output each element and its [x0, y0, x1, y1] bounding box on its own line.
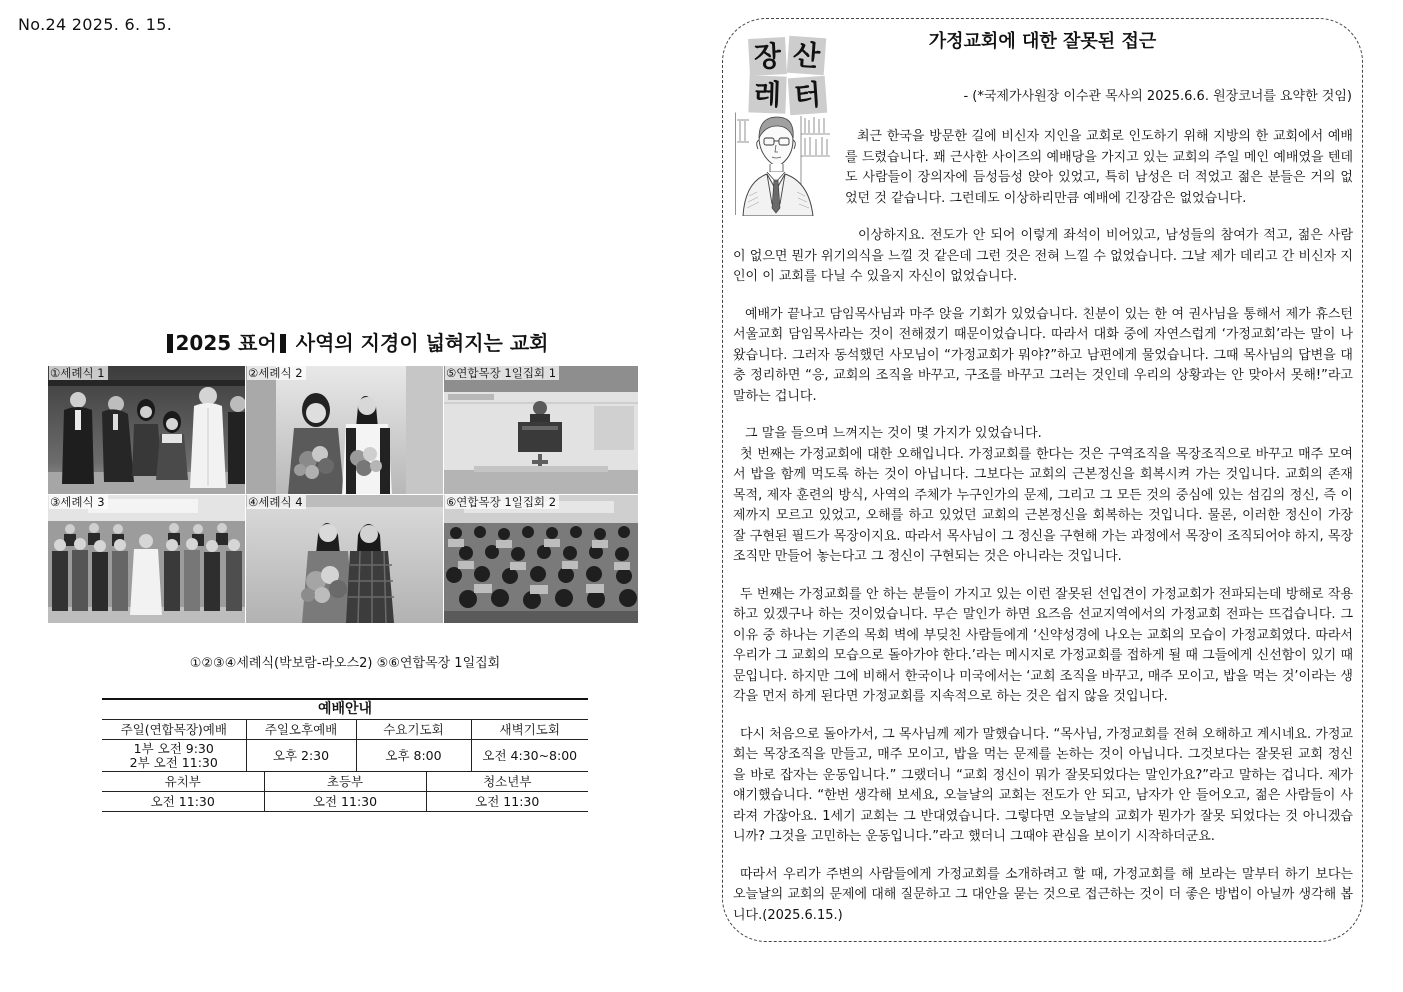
worship-title: 예배안내	[102, 698, 588, 720]
logo-tile: 터	[788, 76, 827, 115]
worship-schedule	[102, 698, 588, 812]
service-time-line: 2부 오전 11:30	[129, 754, 218, 770]
photo-image	[246, 495, 443, 623]
photo-baptism-2	[246, 366, 443, 494]
service-time: 오후 2:30	[246, 740, 356, 772]
photo-image	[444, 495, 638, 623]
letter-section	[733, 865, 1353, 927]
letter-section	[733, 725, 1353, 848]
letter-paragraph: 두 번째는 가정교회를 안 하는 분들이 가지고 있는 이런 잘못된 선입견이 가정교회가 전파되는데 방해로 작용하고 있겠구나 하는 것이었습니다. 무슨 말인가 하면 요즈음 선교지역에서의 가정교회 전파는 뜨겁습니다. 그 이유 중 하나는 기존의 목회 벽에 부딪친 사람들에게 ‘신약성경에 나오는 교회의 모습이 가정교회였다. 따라서 우리가 그 교회의 모습으로 돌아가야 한다.’라는 메시지로 가정교회를 접하게 될 때 그들에게 신선함이 있기 때문입니다. 하지만 그에 비해서 한국이나 미국에서는 ‘교회 조직을 바꾸고, 매주 모이고, 밥을 먹는 것’이라는 생각을 먼저 하게 된다면 가정교회를 지속적으로 하는 것은 쉽지 않을 것입니다.	[733, 586, 1353, 704]
letter-paragraph: 이상하지요. 전도가 안 되어 이렇게 좌석이 비어있고, 남성들의 참여가 적고, 젊은 사람이 없으면 뭔가 위기의식을 느낄 것 같은데 그런 것은 전혀 느낄 수 없었습니다. 그날 제가 데리고 간 비신자 지인이 이 교회를 다닐 수 있을지 자신이 없었습니다.	[733, 228, 1353, 284]
letter-title: 가정교회에 대한 잘못된 접근	[928, 31, 1157, 52]
issue-number: No.24 2025. 6. 15.	[18, 15, 173, 34]
letter-paragraph: 최근 한국을 방문한 길에 비신자 지인을 교회로 인도하기 위해 지방의 한 교회에서 예배를 드렸습니다. 꽤 근사한 사이즈의 예배당을 가지고 있는 교회의 주일 메인 예배였을 텐데도 사람들이 장의자에 듬성듬성 앉아 있었고, 특히 남성은 더 적었고 젊은 분들은 거의 없었던 것 같습니다. 그런데도 이상하리만큼 예배에 긴장감은 없었습니다.	[845, 129, 1353, 206]
photo-image	[48, 366, 245, 494]
motto-text: 사역의 지경이 넓혀지는 교회	[295, 331, 549, 355]
photo-baptism-1	[48, 366, 245, 494]
department-table	[102, 772, 588, 812]
department-time: 오전 11:30	[102, 792, 264, 812]
photo-gathering-2	[444, 495, 638, 623]
service-header-row	[102, 720, 588, 740]
letter-section	[733, 305, 1353, 408]
photo-image	[48, 495, 245, 623]
department-time: 오전 11:30	[264, 792, 426, 812]
logo-tile: 장	[748, 37, 787, 76]
motto-heading	[106, 327, 606, 356]
department-time: 오전 11:30	[426, 792, 588, 812]
service-time	[102, 740, 246, 772]
service-name: 주일(연합목장)예배	[102, 720, 246, 740]
service-time: 오후 8:00	[356, 740, 471, 772]
letter-paragraph: 예배가 끝나고 담임목사님과 마주 앉을 기회가 있었습니다. 친분이 있는 한 여 권사님을 통해서 제가 휴스턴서울교회 담임목사라는 것이 전해졌기 때문이었습니다. 따라서 대화 중에 자연스럽게 ‘가정교회’라는 말이 나왔습니다. 그러자 동석했던 사모님이 “가정교회가 뭐야?”하고 남편에게 물었습니다. 그때 목사님의 답변을 대충 정리하면 “응, 교회의 조직을 바꾸고, 구조를 바꾸고 그러는 것인데 우리의 상황과는 안 맞아서 못해!”라고 말하는 겁니다.	[733, 306, 1353, 404]
letter-source: - (*국제가사원장 이수관 목사의 2025.6.6. 원장코너를 요약한 것임)	[963, 89, 1352, 104]
photo-label: ①세례식 1	[49, 366, 108, 380]
heading-bar-left	[167, 334, 173, 353]
photo-label: ⑥연합목장 1일집회 2	[445, 495, 559, 509]
photo-label: ④세례식 4	[247, 495, 306, 509]
letter-paragraph: 따라서 우리가 주변의 사람들에게 가정교회를 소개하려고 할 때, 가정교회를 해 보라는 말부터 하기 보다는 오늘날의 교회의 문제에 대해 질문하고 그 대안을 묻는 것으로 접근하는 것이 더 좋은 방법이 아닐까 생각해 봅니다.(2025.6.15.)	[733, 866, 1353, 923]
service-name: 새벽기도회	[471, 720, 588, 740]
letter-section	[733, 127, 1353, 209]
photo-baptism-3	[48, 495, 245, 623]
photo-caption: ①②③④세례식(박보람-라오스2) ⑤⑥연합목장 1일집회	[189, 656, 501, 671]
letter-section	[733, 585, 1353, 708]
department-name: 초등부	[264, 772, 426, 792]
letter-paragraph: 그 말을 들으며 느껴지는 것이 몇 가지가 있었습니다.	[745, 426, 1042, 441]
logo-tile: 산	[787, 36, 826, 75]
motto-label: 2025 표어	[175, 331, 277, 355]
letter-paragraph: 첫 번째는 가정교회에 대한 오해입니다. 가정교회를 한다는 것은 구역조직을 목장조직으로 바꾸고 매주 모여서 밥을 함께 먹도록 하는 것이 아닙니다. 그보다는 교회의 근본정신을 회복시켜 가는 것입니다. 교회의 존재 목적, 제자 훈련의 방식, 사역의 주체가 누구인가의 문제, 그리고 그 모든 것의 중심에 있는 섬김의 정신, 즉 이제까지 모르고 있었고, 오해를 하고 있었던 교회의 근본정신을 회복하는 것입니다. 물론, 이러한 정신이 가장 잘 구현된 필드가 목장이지요. 따라서 목사님이 그 정신을 구현해 가는 과정에서 목장이 조직되어야 하지, 목장조직만 만들어 놓는다고 그 정신이 구현되는 것은 아니라는 것입니다.	[733, 446, 1353, 564]
service-table	[102, 720, 588, 772]
photo-image	[246, 366, 443, 494]
logo-tile: 레	[748, 75, 786, 113]
photo-label: ②세례식 2	[247, 366, 306, 380]
service-time-line: 1부 오전 9:30	[133, 740, 214, 756]
portrait-spacer	[733, 127, 845, 209]
letter-section	[733, 424, 1353, 568]
photo-grid	[48, 366, 638, 623]
letter-section	[733, 226, 1353, 288]
department-header-row	[102, 772, 588, 792]
department-name: 청소년부	[426, 772, 588, 792]
photo-label: ③세례식 3	[49, 495, 108, 509]
letter-paragraph: 다시 처음으로 돌아가서, 그 목사님께 제가 말했습니다. “목사님, 가정교회를 전혀 오해하고 계시네요. 가정교회는 목장조직을 만들고, 매주 모이고, 밥을 먹는 문제를 논하는 것이 아닙니다. 그것보다는 잘못된 교회 정신을 바로 잡자는 운동입니다.” 그랬더니 “교회 정신이 뭐가 잘못되었다는 말인가요?”라고 말하는 겁니다. 제가 얘기했습니다. “한번 생각해 보세요, 오늘날의 교회는 전도가 안 되고, 남자가 안 들어오고, 젊은 사람들이 사라져 가잖아요. 1세기 교회는 그 반대였습니다. 그렇다면 오늘날의 교회가 뭔가가 잘못 되었다는 것 아니겠습니까? 그것을 고민하는 운동입니다.”라고 했더니 그때야 관심을 보이기 시작하더군요.	[733, 726, 1353, 844]
department-time-row	[102, 792, 588, 812]
service-time: 오전 4:30~8:00	[471, 740, 588, 772]
photo-gathering-1	[444, 366, 638, 494]
service-name: 주일오후예배	[246, 720, 356, 740]
photo-baptism-4	[246, 495, 443, 623]
service-time-row	[102, 740, 588, 772]
heading-bar-right	[280, 334, 286, 353]
letter-body	[733, 127, 1353, 926]
service-name: 수요기도회	[356, 720, 471, 740]
department-name: 유치부	[102, 772, 264, 792]
photo-label: ⑤연합목장 1일집회 1	[445, 366, 559, 380]
photo-image	[444, 366, 638, 494]
